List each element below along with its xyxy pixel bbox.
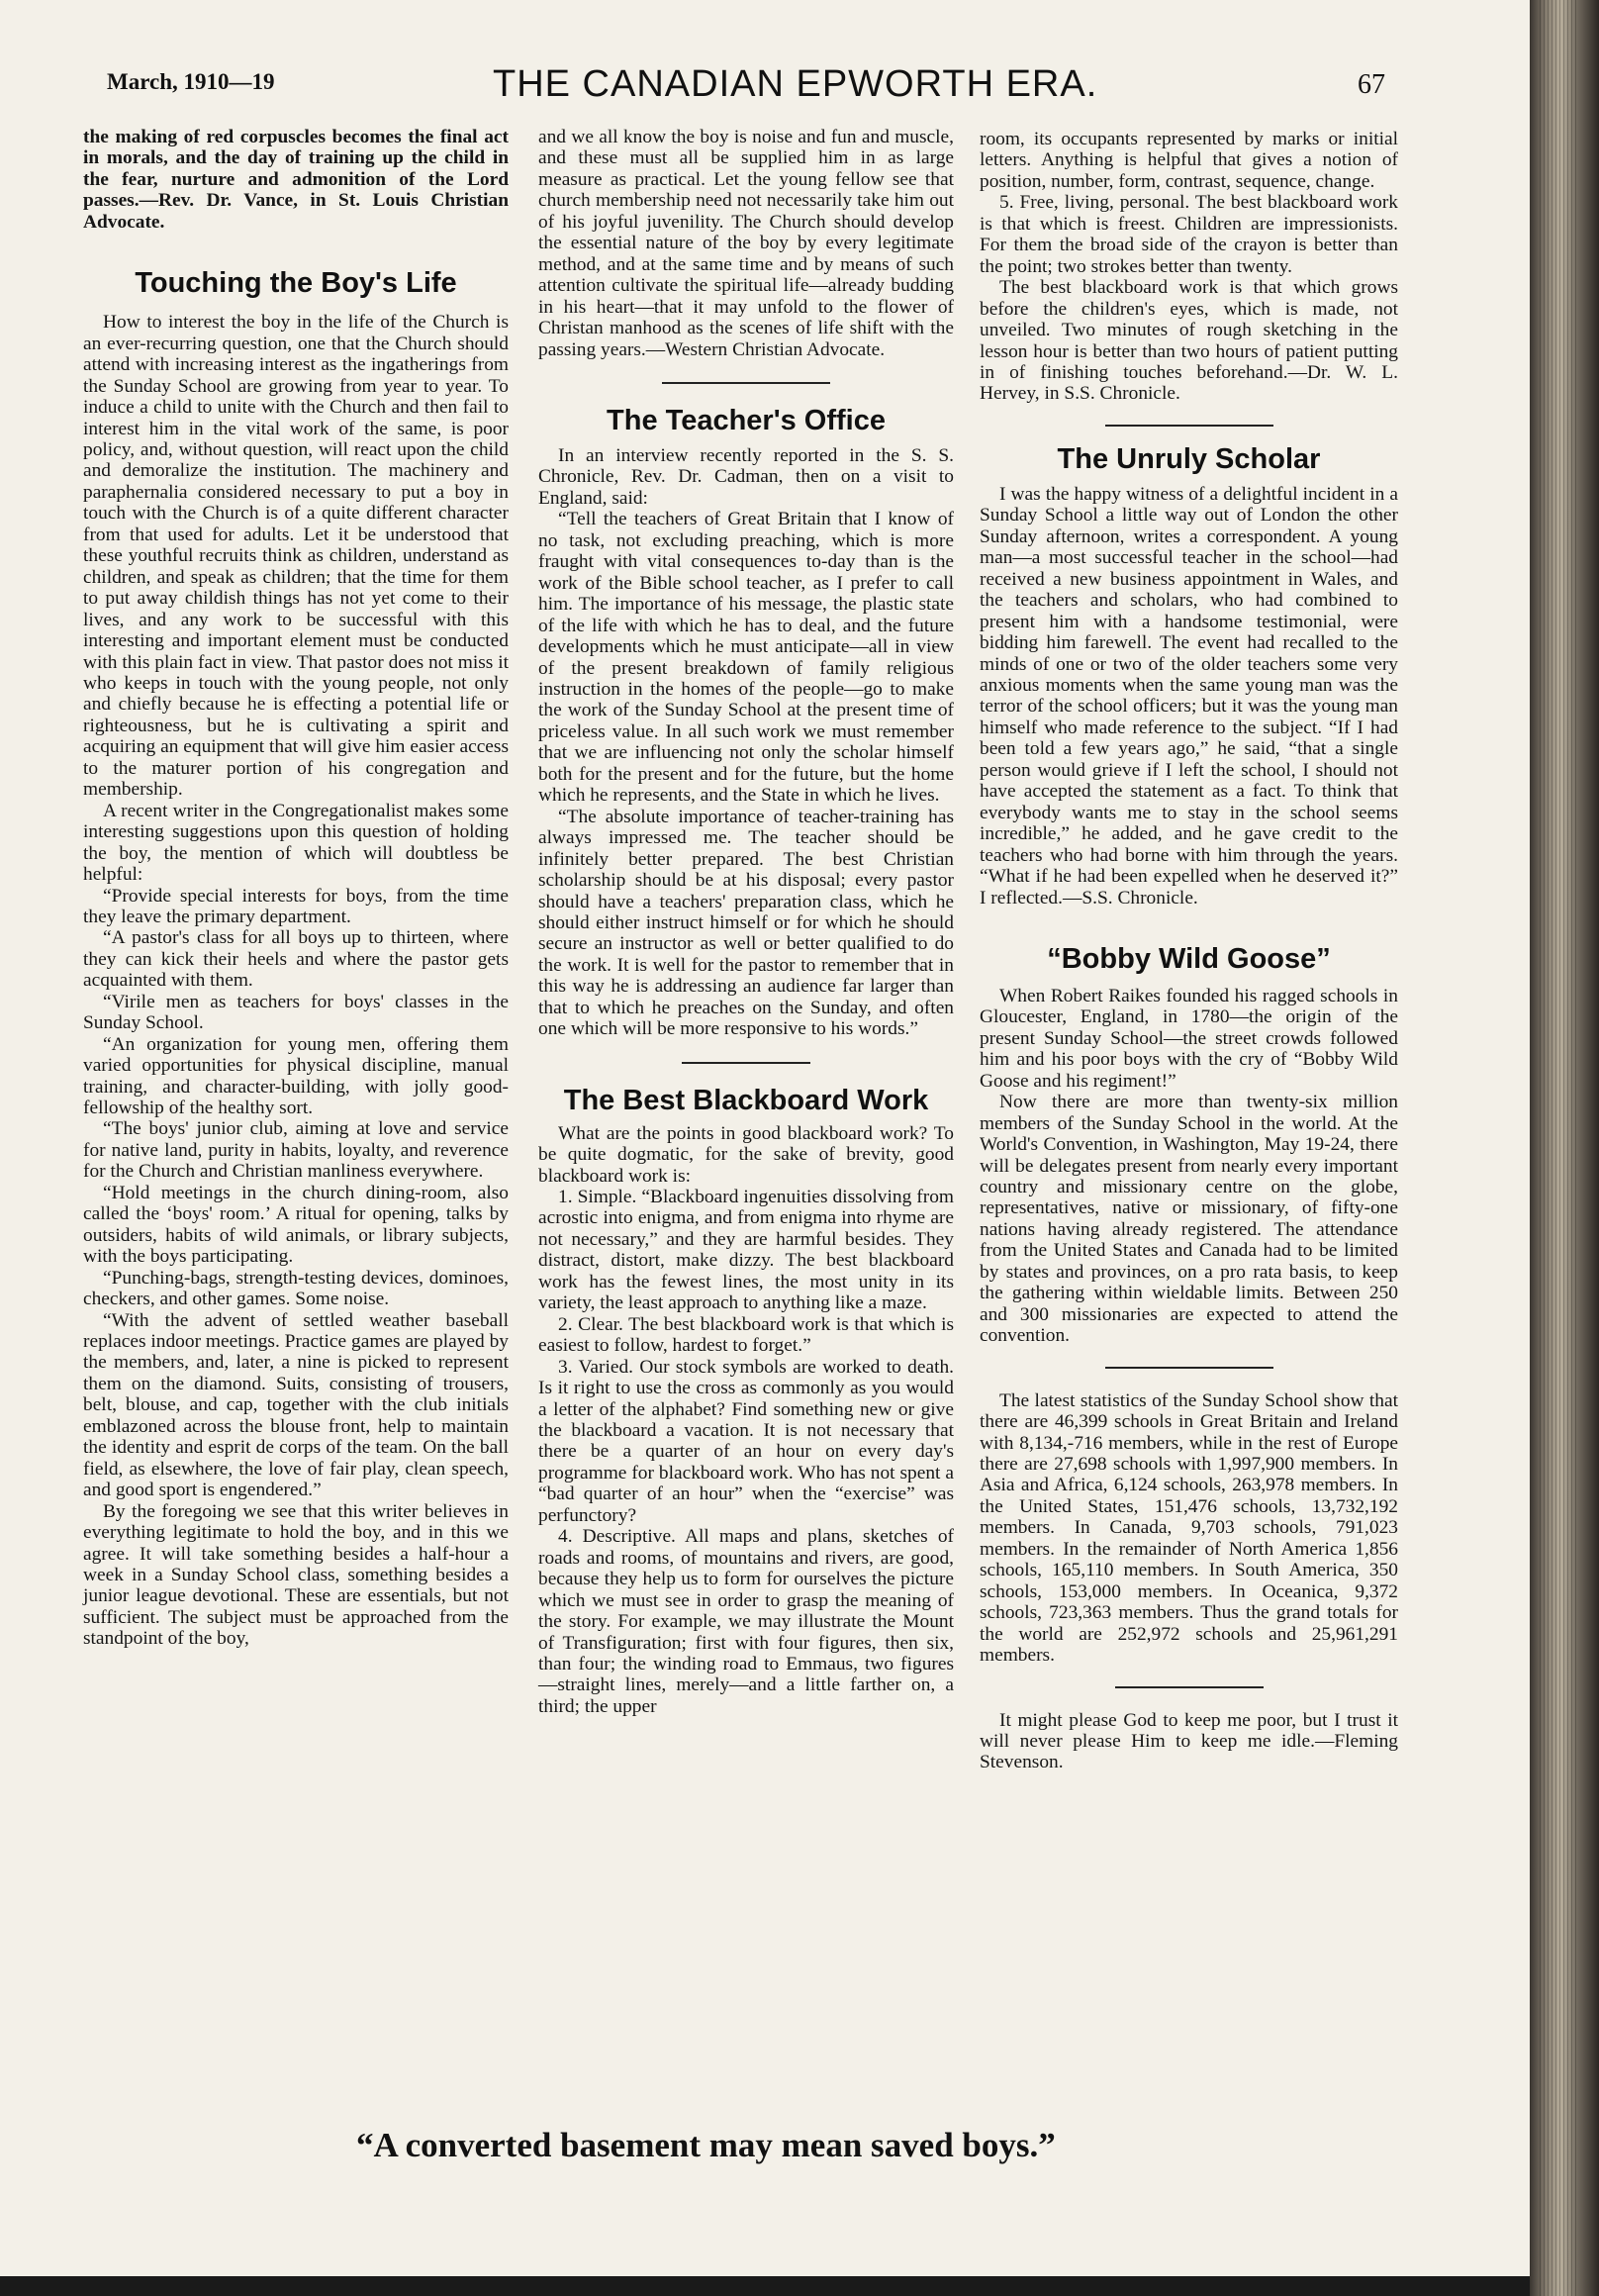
- column-1: [83, 127, 509, 1650]
- paragraph: 1. Simple. “Blackboard ingenuities dissolving from acrostic into enigma, and from enigma into rhyme are not necessary,” and they are harmful besides. They distract, distort, make dizzy. The best blackboard work has the fewest lines, the most unity in its variety, the least approach to anything like a maze.: [538, 1187, 954, 1314]
- paragraph: 2. Clear. The best blackboard work is that which is easiest to follow, hardest to forget.”: [538, 1313, 954, 1357]
- paragraph: In an interview recently reported in the S. S. Chronicle, Rev. Dr. Cadman, then on a visit to England, said:: [538, 444, 954, 509]
- column-3-continuation: room, its occupants represented by marks or initial letters. Anything is helpful that gives a notion of position, number, form, contrast, sequence, change.: [980, 129, 1398, 192]
- paragraph: “Punching-bags, strength-testing devices, dominoes, checkers, and other games. Some noise.: [83, 1267, 509, 1310]
- paragraph: 5. Free, living, personal. The best blackboard work is that which is freest. Children are impressionists. For them the broad side of the crayon is better than the point; two strokes better than twenty.: [980, 192, 1398, 277]
- paragraph: A recent writer in the Congregationalist makes some interesting suggestions upon this question of holding the boy, the mention of which will doubtless be helpful:: [83, 800, 509, 886]
- paragraph: “Hold meetings in the church dining-room, also called the ‘boys' room.’ A ritual for opening, talks by outsiders, habits of wild animals, or library subjects, with the boys participating.: [83, 1182, 509, 1268]
- footer-quote: “A converted basement may mean saved boys.”: [356, 2126, 1056, 2164]
- paragraph: 3. Varied. Our stock symbols are worked to death. Is it right to use the cross as commonly as you would a letter of the alphabet? Find something new or give the blackboard a vacation. It is not necessary that there be a quarter of an hour on every day's programme for blackboard work. Who has not spent a “bad quarter of an hour” when the “exercise” was perfunctory?: [538, 1356, 954, 1526]
- article-title-unruly-scholar: The Unruly Scholar: [1057, 442, 1321, 475]
- paragraph: “The boys' junior club, aiming at love and service for native land, purity in habits, loyalty, and reverence for the Church and Christian manliness everywhere.: [83, 1118, 509, 1183]
- column-3: [980, 129, 1398, 1773]
- paragraph: “The absolute importance of teacher-training has always impressed me. The teacher should be infinitely better prepared. The best Christian scholarship should be at his disposal; every pastor should have a teachers' preparation class, which he should either instruct himself or for which he should secure an instructor as well or better qualified to do the work. It is well for the pastor to remember that in this way he is addressing an audience far larger than that to which he preaches on the Sunday, and often one which will be more responsive to his words.”: [538, 806, 954, 1040]
- paragraph: I was the happy witness of a delightful incident in a Sunday School a little way out of London the other Sunday afternoon, writes a correspondent. A young man—a most successful teacher in the school—had received a new business appointment in Wales, and the teachers and scholars, who had combined to present him with a handsome testimonial, were bidding him farewell. The event had recalled to the minds of one or two of the older teachers some very anxious moments when the same young man was the terror of the school officers; but it was the young man himself who made reference to the subject. “If I had been told a few years ago,” he said, “that a single person would grieve if I left the school, I should not have accepted the statement as a fact. To think that everybody wants me to stay in the school seems incredible,” he added, and he gave credit to the teachers who had borne with him through the years. “What if he had been expelled when he deserved it?” I reflected.—S.S. Chronicle.: [980, 483, 1398, 909]
- column-2-continuation: and we all know the boy is noise and fun and muscle, and these must all be supplied him in as large measure as practical. Let the young fellow see that church membership need not necessarily take him out of his joyful juvenility. The Church should develop the essential nature of the boy by every legitimate method, and at the same time and by means of such attention cultivate the spiritual life—already budding in his heart—that it may unfold to the flower of Christan manhood as the scenes of life shift with the passing years.—Western Christian Advocate.: [538, 127, 954, 360]
- page-number: 67: [1358, 69, 1385, 100]
- paragraph: “Provide special interests for boys, from the time they leave the primary department.: [83, 885, 509, 927]
- column-2: [538, 127, 954, 1717]
- paragraph: “Tell the teachers of Great Britain that I know of no task, not excluding preaching, which is more fraught with vital consequences to-day than is the work of the Bible school teacher, as I prefer to call him. The importance of his message, the plastic state of the life with which he has to deal, and the future developments which he must anticipate—all in view of the present breakdown of family religious instruction in the homes of the people—go to make the work of the Sunday School at the present time of priceless value. In all such work we must remember that we are influencing not only the scholar himself both for the present and for the future, but the home which he represents, and the State in which he lives.: [538, 509, 954, 807]
- paragraph: “A pastor's class for all boys up to thirteen, where they can kick their heels and where the pastor gets acquainted with them.: [83, 927, 509, 992]
- page-edges: [1540, 0, 1579, 2296]
- paragraph: What are the points in good blackboard work? To be quite dogmatic, for the sake of brevity, good blackboard work is:: [538, 1122, 954, 1187]
- paragraph: “An organization for young men, offering them varied opportunities for physical discipline, manual training, and character-building, with jolly good-fellowship of the healthy sort.: [83, 1033, 509, 1119]
- article-title-bobby-wild-goose: “Bobby Wild Goose”: [1047, 942, 1331, 975]
- masthead-title: THE CANADIAN EPWORTH ERA.: [493, 63, 1098, 105]
- paragraph: How to interest the boy in the life of the Church is an ever-recurring question, one that the Church should attend with increasing interest as the ingatherings from the Sunday School are growing from year to year. To induce a child to unite with the Church and then fail to interest him in the vital work of the same, is poor policy, and, without question, will react upon the child and demoralize the institution. The machinery and paraphernalia considered necessary to put a boy in touch with the Church is of a quite different character from that used for adults. Let it be understood that these youthful recruits think as children, understand as children, and speak as children; that the time for them to put away childish things has not yet come to their lives, and any work to be successful with this interesting and important element must be conducted with this plain fact in view. That pastor does not miss it who keeps in touch with the young people, not only and chiefly because he is effecting a potential life or righteousness, but he is cultivating a spirit and acquiring an equipment that will give him easier access to the maturer portion of his congregation and membership.: [83, 312, 509, 801]
- column-1-continuation: the making of red corpuscles becomes the final act in morals, and the day of training up the child in the fear, nurture and admonition of the Lord passes.—Rev. Dr. Vance, in St. Louis Christian Advocate.: [83, 127, 509, 233]
- paragraph: By the foregoing we see that this writer believes in everything legitimate to hold the boy, and in this we agree. It will take something besides a half-hour a week in a Sunday School class, something besides a junior league devotional. These are essentials, but not sufficient. The subject must be approached from the standpoint of the boy,: [83, 1500, 509, 1650]
- paragraph: The latest statistics of the Sunday School show that there are 46,399 schools in Great Britain and Ireland with 8,134,-716 members, while in the rest of Europe there are 27,698 schools with 1,997,900 members. In Asia and Africa, 6,124 schools, 263,978 members. In the United States, 151,476 schools, 13,732,192 members. In Canada, 9,703 schools, 791,023 members. In the remainder of North America 1,856 schools, 165,110 members. In South America, 350 schools, 153,000 members. In Oceanica, 9,372 schools, 723,363 members. Thus the grand totals for the world are 252,972 schools and 25,961,291 members.: [980, 1389, 1398, 1667]
- article-title-teachers-office: The Teacher's Office: [607, 404, 886, 436]
- paragraph: “With the advent of settled weather baseball replaces indoor meetings. Practice games are played by the members, and, later, a nine is picked to represent them on the diamond. Suits, consisting of trousers, belt, blouse, and cap, together with the club initials emblazoned across the blouse front, help to maintain the identity and esprit de corps of the team. On the ball field, as elsewhere, the love of fair play, clean speech, and good sport is engendered.”: [83, 1309, 509, 1501]
- article-title-touching-boys-life: Touching the Boy's Life: [135, 267, 457, 300]
- paragraph: “Virile men as teachers for boys' classes in the Sunday School.: [83, 991, 509, 1034]
- paragraph: When Robert Raikes founded his ragged schools in Gloucester, England, in 1780—the origin of the present Sunday School—the street crowds followed him and his poor boys with the cry of “Bobby Wild Goose and his regiment!”: [980, 985, 1398, 1092]
- paragraph: The best blackboard work is that which grows before the children's eyes, which is made, not unveiled. Two minutes of rough sketching in the lesson hour is better than two hours of patient putting in of finishing touches beforehand.—Dr. W. L. Hervey, in S.S. Chronicle.: [980, 277, 1398, 405]
- article-title-best-blackboard-work: The Best Blackboard Work: [563, 1084, 929, 1116]
- paragraph: It might please God to keep me poor, but I trust it will never please Him to keep me idle.—Fleming Stevenson.: [980, 1709, 1398, 1773]
- paragraph: Now there are more than twenty-six million members of the Sunday School in the world. At the World's Convention, in Washington, May 19-24, there will be delegates present from nearly every important country and missionary centre on the globe, representatives, native or missionary, of fifty-one nations having already registered. The attendance from the United States and Canada had to be limited by states and provinces, on a pro rata basis, to keep the gathering within wieldable limits. Between 250 and 300 missionaries are expected to attend the convention.: [980, 1092, 1398, 1347]
- issue-date: March, 1910—19: [107, 69, 275, 94]
- paragraph: 4. Descriptive. All maps and plans, sketches of roads and rooms, of mountains and rivers, are good, because they help us to form for ourselves the picture which we must see in order to grasp the meaning of the story. For example, we may illustrate the Mount of Transfiguration; first with four figures, then six, than four; the winding road to Emmaus, two figures—straight lines, merely—and a little farther on, a third; the upper: [538, 1526, 954, 1717]
